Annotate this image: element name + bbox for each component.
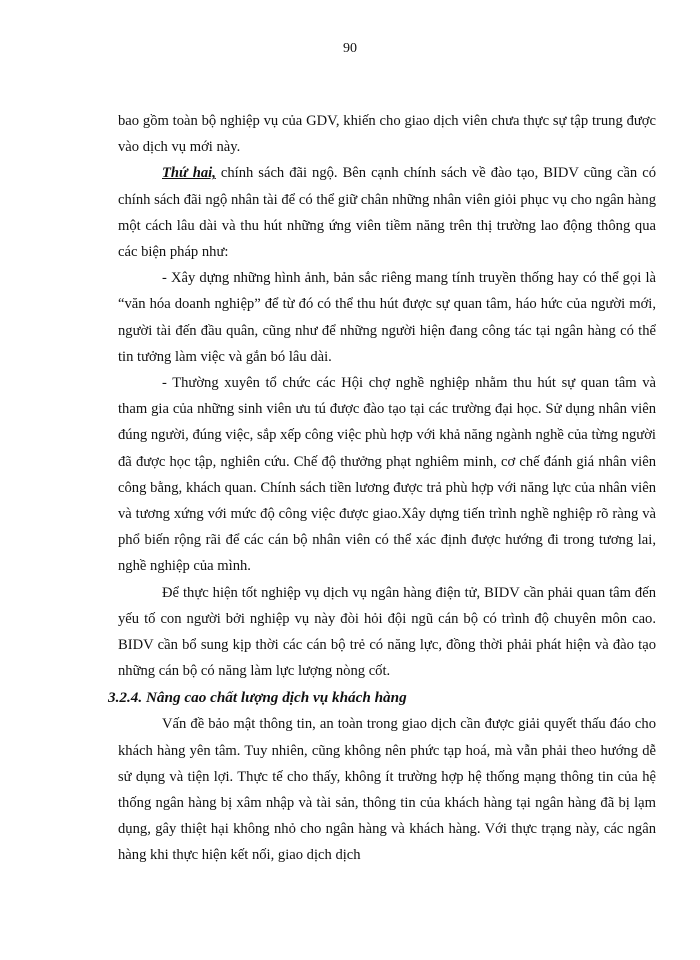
paragraph-thu-hai-text: chính sách đãi ngộ. Bên cạnh chính sách về đào tạo, BIDV cũng cần có chính sách đãi ngộ nhân tài để có thể giữ chân những nhân viên giỏi phục vụ cho ngân hàng một cách lâu dài và thu hút những ứng viên tiềm năng trên thị trường lao động thông qua các biện pháp như: <box>118 165 656 261</box>
paragraph-security: Vấn đề bảo mật thông tin, an toàn trong giao dịch cần được giải quyết thấu đáo cho khách hàng yên tâm. Tuy nhiên, cũng không nên phức tạp hoá, mà vẫn phải theo hướng dễ sử dụng và tiện lợi. Thực tế cho thấy, không ít trường hợp hệ thống mạng thông tin của hệ thống ngân hàng bị xâm nhập và tài sản, thông tin của khách hàng tại ngân hàng đã bị lạm dụng, gây thiệt hại không nhỏ cho ngân hàng và khách hàng. Với thực trạng này, các ngân hàng khi thực hiện kết nối, giao dịch dịch <box>118 716 656 864</box>
bullet-paragraph-culture: - Xây dựng những hình ảnh, bản sắc riêng mang tính truyền thống hay có thể gọi là “văn hóa doanh nghiệp” để từ đó có thể thu hút được sự quan tâm, háo hức của người mới, người tài đến đầu quân, cũng như để những người hiện đang công tác tại ngân hàng có thể tin tưởng làm việc và gắn bó lâu dài. <box>118 270 656 365</box>
paragraph-human-factor: Để thực hiện tốt nghiệp vụ dịch vụ ngân hàng điện tử, BIDV cần phải quan tâm đến yếu tố con người bởi nghiệp vụ này đòi hỏi đội ngũ cán bộ có trình độ chuyên môn cao. BIDV cần bổ sung kịp thời các cán bộ trẻ có năng lực, đồng thời phải phát hiện và đào tạo những cán bộ có năng làm lực lượng nòng cốt. <box>118 584 656 680</box>
lead-in-label: Thứ hai, <box>162 165 216 182</box>
page-number: 90 <box>343 41 357 56</box>
section-heading: 3.2.4. Nâng cao chất lượng dịch vụ khách hàng <box>108 689 407 707</box>
paragraph-continuation: bao gồm toàn bộ nghiệp vụ của GDV, khiến cho giao dịch viên chưa thực sự tập trung được vào dịch vụ mới này. <box>118 113 656 156</box>
bullet-paragraph-career-fair: - Thường xuyên tổ chức các Hội chợ nghề nghiệp nhằm thu hút sự quan tâm và tham gia của những sinh viên ưu tú được đào tạo tại các trường đại học. Sử dụng nhân viên đúng người, đúng việc, sắp xếp công việc phù hợp với khả năng ngành nghề của từng người đã được học tập, nghiên cứu. Chế độ thưởng phạt nghiêm minh, cơ chế đánh giá nhân viên công bằng, khách quan. Chính sách tiền lương được trả phù hợp với năng lực của nhân viên và tương xứng với mức độ công việc được giao.Xây dựng tiến trình nghề nghiệp rõ ràng và phổ biến rộng rãi để các cán bộ nhân viên có thể xác định được hướng đi trong tương lai, nghề nghiệp của mình. <box>118 375 656 575</box>
document-body <box>108 108 656 869</box>
paragraph-thu-hai <box>118 160 656 265</box>
